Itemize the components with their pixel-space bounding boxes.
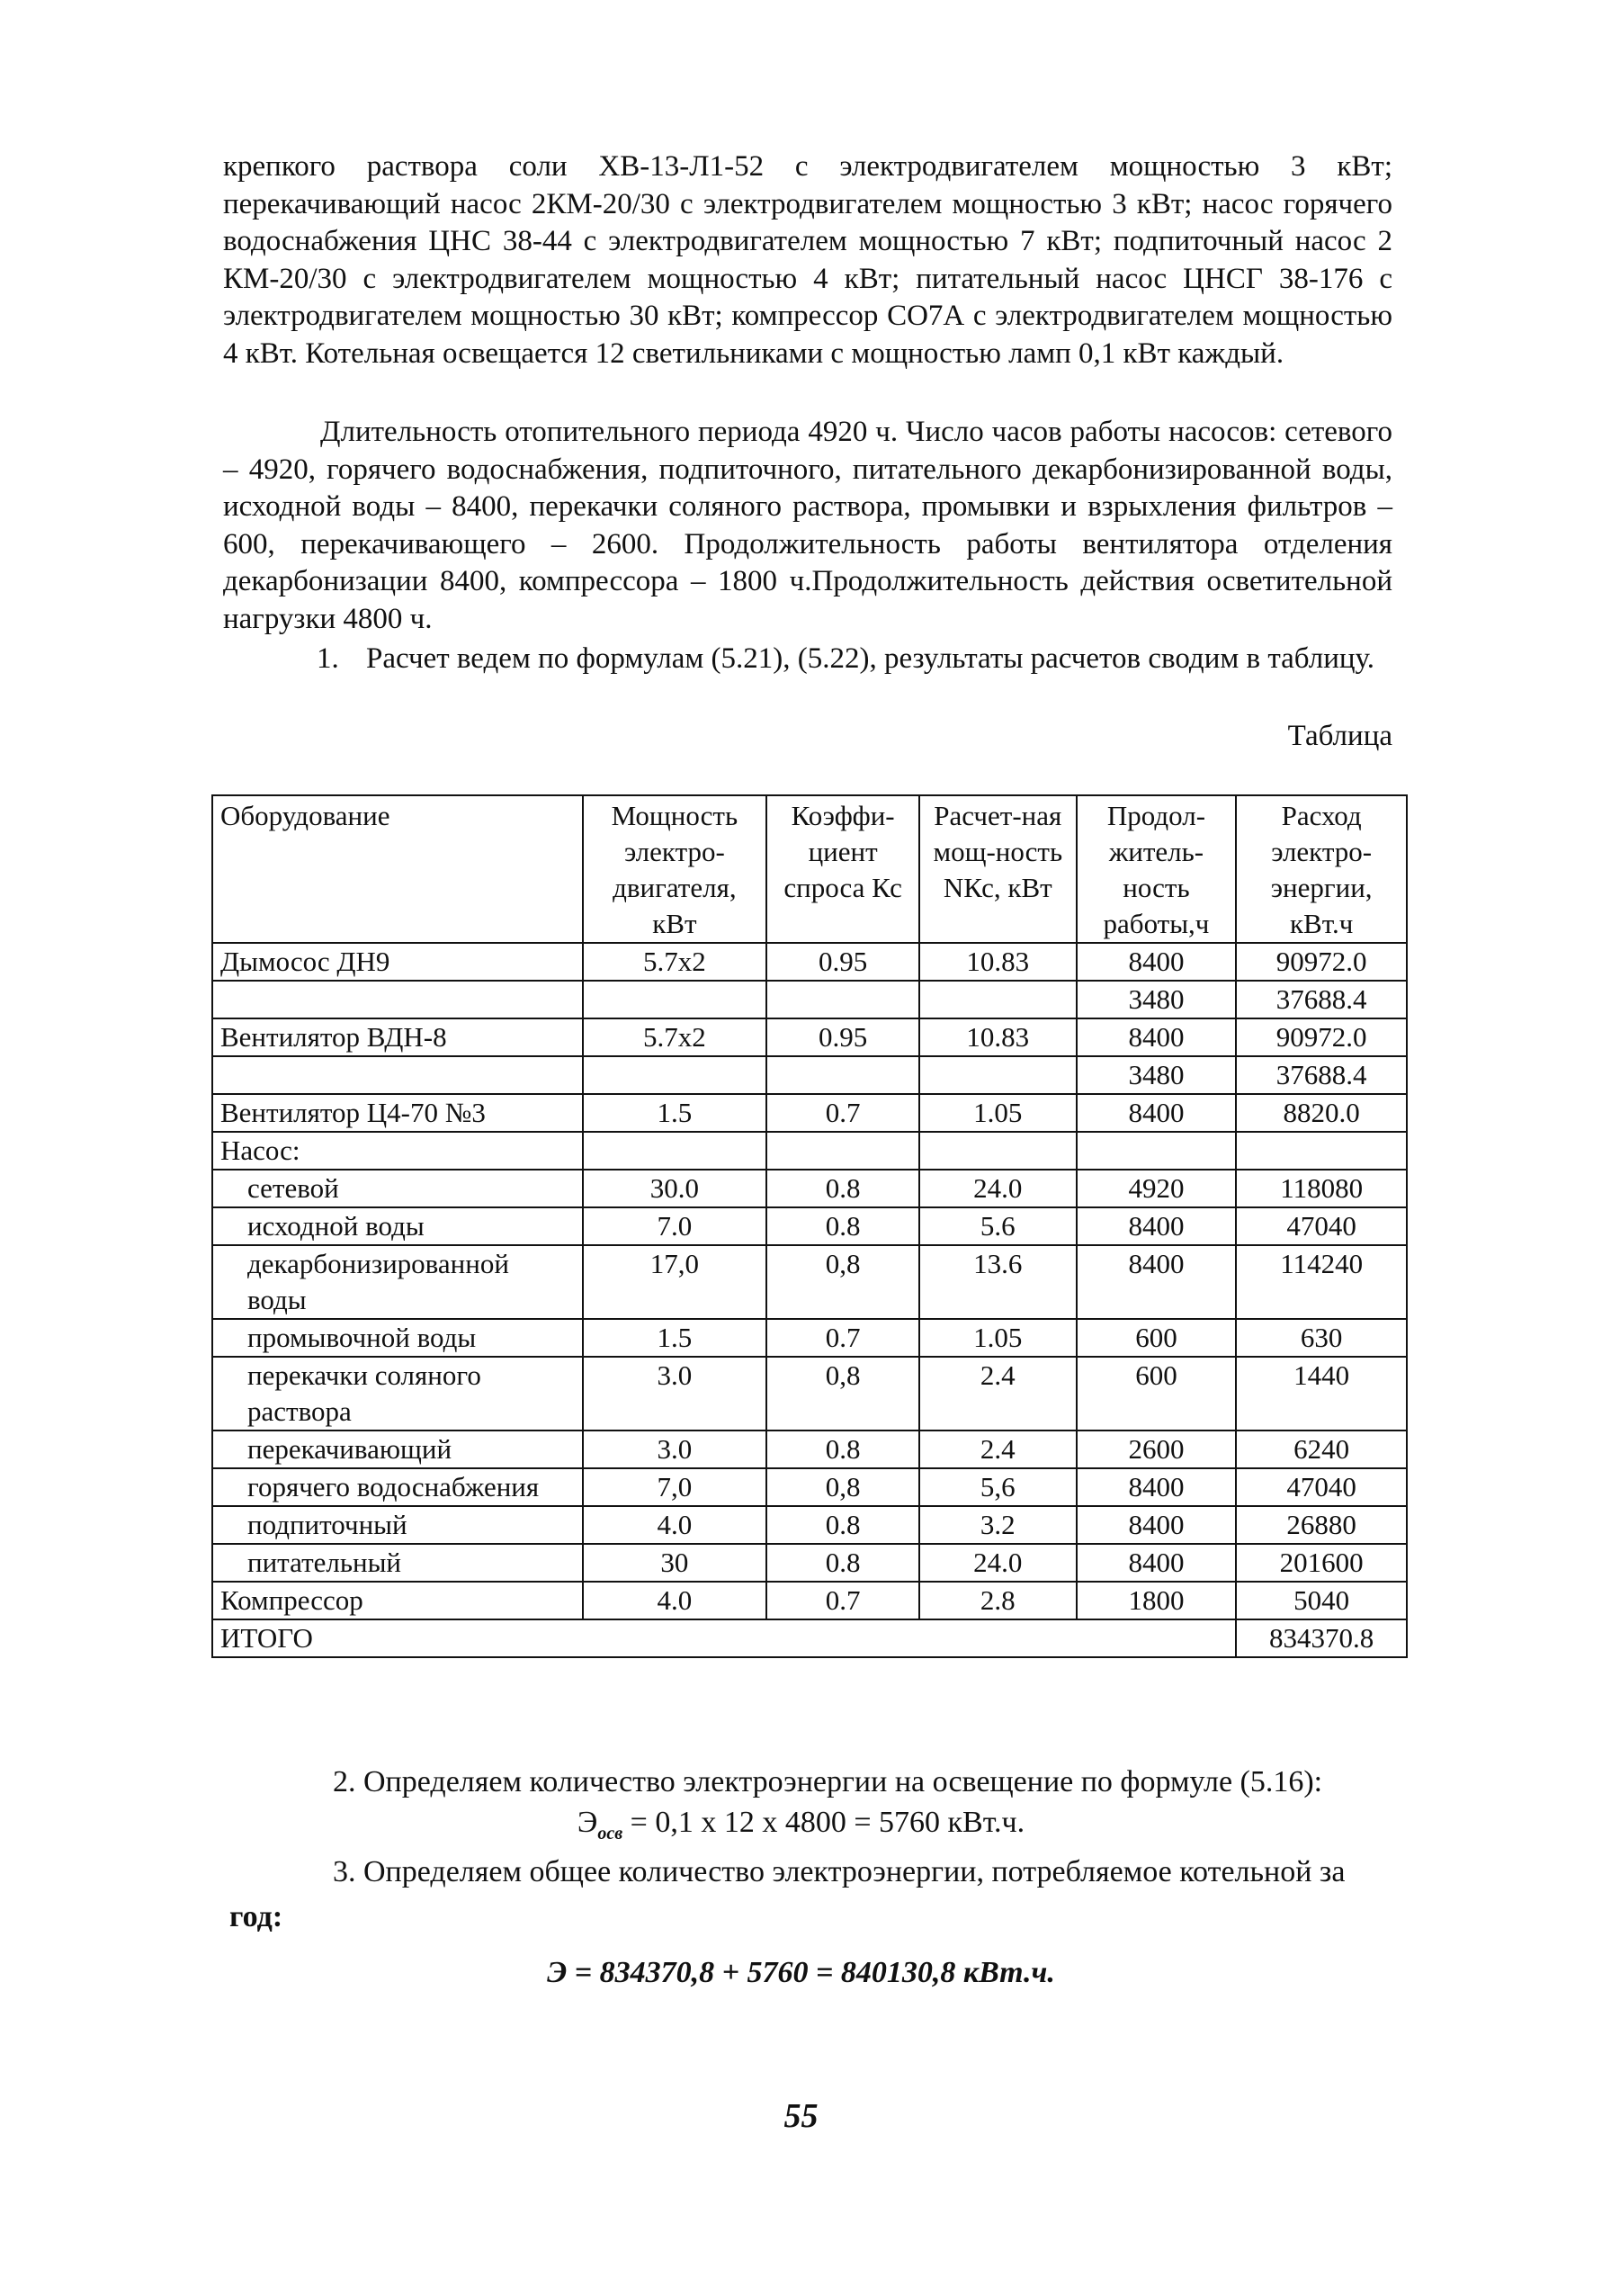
cell-power: 1.5: [583, 1319, 767, 1357]
cell-coefficient: 0.8: [766, 1207, 919, 1245]
cell-equipment: Насос:: [212, 1132, 583, 1170]
header-demand-coefficient: Коэффи-циент спроса Кс: [766, 795, 919, 943]
cell-coefficient: 0.7: [766, 1094, 919, 1132]
cell-power: 5.7х2: [583, 943, 767, 981]
table-row: [212, 1018, 1407, 1056]
cell-calc-power: 1.05: [919, 1094, 1077, 1132]
cell-hours: 8400: [1077, 1094, 1237, 1132]
formula-symbol: Э: [577, 1806, 598, 1839]
cell-calc-power: 24.0: [919, 1544, 1077, 1582]
cell-equipment: исходной воды: [212, 1207, 583, 1245]
cell-calc-power: 24.0: [919, 1170, 1077, 1207]
cell-equipment: Компрессор: [212, 1582, 583, 1619]
cell-coefficient: 0,8: [766, 1468, 919, 1506]
cell-coefficient: 0.7: [766, 1582, 919, 1619]
cell-equipment: питательный: [212, 1544, 583, 1582]
table-row: [212, 1132, 1407, 1170]
cell-calc-power: 1.05: [919, 1319, 1077, 1357]
table-row: [212, 1245, 1407, 1319]
cell-power: [583, 1132, 767, 1170]
table-total-row: [212, 1619, 1407, 1657]
cell-hours: 8400: [1077, 1018, 1237, 1056]
table-row: [212, 1544, 1407, 1582]
step-3-lead: 3. Определяем общее количество электроэнергии, потребляемое котельной за: [333, 1855, 1346, 1888]
cell-calc-power: 2.4: [919, 1357, 1077, 1431]
step-3-text: [333, 1853, 1345, 1891]
table-row: [212, 1170, 1407, 1207]
paragraph-equipment: крепкого раствора соли ХВ-13-Л1-52 с электродвигателем мощностью 3 кВт; перекачивающий насос 2КМ-20/30 с электродвигателем мощностью 3 кВт; насос горячего водоснабжения ЦНС 38-44 с электродвигателем мощностью 7 кВт; подпиточный насос 2 КМ-20/30 с электродвигателем мощностью 4 кВт; питательный насос ЦНСГ 38-176 с электродвигателем мощностью 30 кВт; компрессор СО7А с электродвигателем мощностью 4 кВт. Котельная освещается 12 светильниками с мощностью ламп 0,1 кВт каждый.: [223, 150, 1392, 370]
cell-calc-power: [919, 981, 1077, 1018]
cell-calc-power: 5,6: [919, 1468, 1077, 1506]
cell-hours: 3480: [1077, 981, 1237, 1018]
cell-energy: 37688.4: [1236, 981, 1407, 1018]
table-row: [212, 1056, 1407, 1094]
cell-hours: 8400: [1077, 1544, 1237, 1582]
list-item-number: 1.: [317, 642, 339, 675]
table-row: [212, 1431, 1407, 1468]
cell-energy: 47040: [1236, 1207, 1407, 1245]
cell-coefficient: [766, 1132, 919, 1170]
paragraph-operating-hours: Длительность отопительного периода 4920 ч. Число часов работы насосов: сетевого – 4920, горячего водоснабжения, подпиточного, питательного декарбонизированной воды, исходной воды – 8400, перекачки соляного раствора, промывки и взрыхления фильтров – 600, перекачивающего – 2600. Продолжительность работы вентилятора отделения декарбонизации 8400, компрессора – 1800 ч.Продолжительность действия осветительной нагрузки 4800 ч.: [223, 416, 1392, 635]
cell-hours: 3480: [1077, 1056, 1237, 1094]
header-motor-power: Мощность электро-двигателя, кВт: [583, 795, 767, 943]
cell-power: 7,0: [583, 1468, 767, 1506]
cell-calc-power: 5.6: [919, 1207, 1077, 1245]
cell-coefficient: 0,8: [766, 1245, 919, 1319]
cell-coefficient: 0.8: [766, 1544, 919, 1582]
cell-hours: 1800: [1077, 1582, 1237, 1619]
header-calculated-power: Расчет-ная мощ-ность NКс, кВт: [919, 795, 1077, 943]
page-number: 55: [783, 2097, 819, 2135]
cell-coefficient: 0.8: [766, 1431, 919, 1468]
cell-energy: 8820.0: [1236, 1094, 1407, 1132]
cell-energy: 90972.0: [1236, 1018, 1407, 1056]
cell-equipment: [212, 1056, 583, 1094]
cell-equipment: Вентилятор Ц4-70 №3: [212, 1094, 583, 1132]
cell-power: 3.0: [583, 1431, 767, 1468]
cell-power: 3.0: [583, 1357, 767, 1431]
table-row: [212, 1094, 1407, 1132]
header-duration: Продол-житель-ность работы,ч: [1077, 795, 1237, 943]
cell-hours: 8400: [1077, 1468, 1237, 1506]
header-energy-consumption: Расход электро-энергии, кВт.ч: [1236, 795, 1407, 943]
cell-coefficient: 0.8: [766, 1506, 919, 1544]
cell-energy: 630: [1236, 1319, 1407, 1357]
cell-hours: 8400: [1077, 1245, 1237, 1319]
cell-energy: 47040: [1236, 1468, 1407, 1506]
cell-power: 17,0: [583, 1245, 767, 1319]
cell-power: 4.0: [583, 1506, 767, 1544]
cell-power: 4.0: [583, 1582, 767, 1619]
cell-hours: [1077, 1132, 1237, 1170]
table-row: [212, 943, 1407, 981]
step-2-text: 2. Определяем количество электроэнергии на освещение по формуле (5.16):: [333, 1765, 1323, 1798]
cell-energy: 1440: [1236, 1357, 1407, 1431]
cell-equipment: подпиточный: [212, 1506, 583, 1544]
cell-hours: 4920: [1077, 1170, 1237, 1207]
cell-equipment: перекачки соляного раствора: [212, 1357, 583, 1431]
cell-energy: 26880: [1236, 1506, 1407, 1544]
cell-hours: 8400: [1077, 943, 1237, 981]
table-caption: Таблица: [1287, 720, 1392, 752]
list-item-text: Расчет ведем по формулам (5.21), (5.22), результаты расчетов сводим в таблицу.: [366, 642, 1375, 675]
table-row: [212, 1357, 1407, 1431]
cell-coefficient: 0.8: [766, 1170, 919, 1207]
cell-power: 1.5: [583, 1094, 767, 1132]
cell-equipment: декарбонизированной воды: [212, 1245, 583, 1319]
total-label: ИТОГО: [212, 1619, 1236, 1657]
cell-equipment: промывочной воды: [212, 1319, 583, 1357]
cell-energy: 201600: [1236, 1544, 1407, 1582]
cell-equipment: Вентилятор ВДН-8: [212, 1018, 583, 1056]
cell-coefficient: 0.95: [766, 1018, 919, 1056]
table-body: [212, 943, 1407, 1619]
table-header-row: [212, 795, 1407, 943]
cell-power: 30.0: [583, 1170, 767, 1207]
cell-power: 30: [583, 1544, 767, 1582]
table-row: [212, 1319, 1407, 1357]
cell-calc-power: [919, 1056, 1077, 1094]
cell-coefficient: 0.95: [766, 943, 919, 981]
cell-calc-power: 10.83: [919, 1018, 1077, 1056]
cell-energy: 5040: [1236, 1582, 1407, 1619]
cell-coefficient: 0.7: [766, 1319, 919, 1357]
cell-calc-power: 10.83: [919, 943, 1077, 981]
cell-hours: 600: [1077, 1357, 1237, 1431]
table-row: [212, 1207, 1407, 1245]
total-energy-formula: Э = 834370,8 + 5760 = 840130,8 кВт.ч.: [547, 1956, 1055, 1989]
cell-hours: 8400: [1077, 1207, 1237, 1245]
table-row: [212, 981, 1407, 1018]
cell-hours: 8400: [1077, 1506, 1237, 1544]
equipment-table: [211, 794, 1408, 1658]
cell-energy: [1236, 1132, 1407, 1170]
cell-coefficient: [766, 981, 919, 1018]
step-3-continuation: год:: [229, 1900, 283, 1933]
cell-equipment: [212, 981, 583, 1018]
table-row: [212, 1468, 1407, 1506]
formula-subscript: осв: [597, 1823, 623, 1843]
cell-power: [583, 981, 767, 1018]
cell-energy: 6240: [1236, 1431, 1407, 1468]
cell-energy: 114240: [1236, 1245, 1407, 1319]
cell-power: [583, 1056, 767, 1094]
cell-hours: 2600: [1077, 1431, 1237, 1468]
cell-coefficient: [766, 1056, 919, 1094]
cell-equipment: Дымосос ДН9: [212, 943, 583, 981]
list-item-1: [317, 641, 1392, 678]
cell-calc-power: 13.6: [919, 1245, 1077, 1319]
cell-equipment: горячего водоснабжения: [212, 1468, 583, 1506]
cell-power: 7.0: [583, 1207, 767, 1245]
cell-equipment: сетевой: [212, 1170, 583, 1207]
lighting-formula: [0, 1804, 1602, 1852]
formula-expression: = 0,1 х 12 х 4800 = 5760 кВт.ч.: [622, 1806, 1025, 1839]
cell-coefficient: 0,8: [766, 1357, 919, 1431]
cell-calc-power: 3.2: [919, 1506, 1077, 1544]
table-row: [212, 1506, 1407, 1544]
header-equipment: Оборудование: [212, 795, 583, 943]
cell-energy: 37688.4: [1236, 1056, 1407, 1094]
cell-power: 5.7х2: [583, 1018, 767, 1056]
cell-calc-power: 2.4: [919, 1431, 1077, 1468]
cell-equipment: перекачивающий: [212, 1431, 583, 1468]
table-row: [212, 1582, 1407, 1619]
cell-energy: 90972.0: [1236, 943, 1407, 981]
cell-calc-power: 2.8: [919, 1582, 1077, 1619]
cell-energy: 118080: [1236, 1170, 1407, 1207]
cell-calc-power: [919, 1132, 1077, 1170]
total-value: 834370.8: [1236, 1619, 1407, 1657]
cell-hours: 600: [1077, 1319, 1237, 1357]
